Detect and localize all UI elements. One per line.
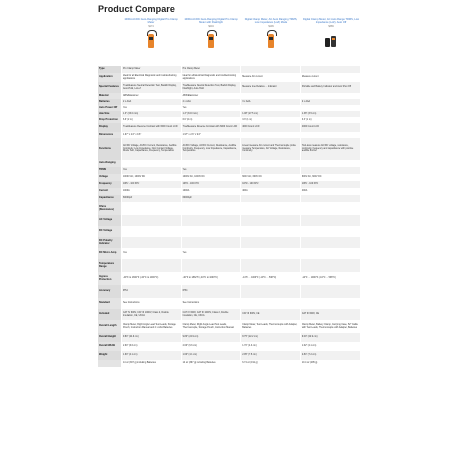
row-label: Functions (98, 138, 122, 160)
table-cell: 9.80" (24.9 cm) (122, 333, 182, 342)
table-cell (300, 215, 360, 226)
table-cell: TrueMeasure Reverse Contrast with 6000 Count LCD (181, 123, 241, 132)
table-cell: Yes (181, 167, 241, 174)
row-label: Display (98, 123, 122, 132)
product-name-link[interactable]: Digital Clamp Meter, AC Auto Range TRMS, Low Impedance (LoZ), Auto Off (302, 18, 360, 25)
table-cell (300, 167, 360, 174)
table-row (98, 66, 360, 73)
table-row (98, 195, 360, 202)
table-cell: 4000 Count LCD (300, 123, 360, 132)
table-cell: 2.84" (7.2 cm) (300, 351, 360, 360)
table-cell: Ideal for all Electrical Diagnostic and troubleshooting applications (122, 73, 182, 82)
table-cell: 10Hz - 100 KHz (241, 181, 301, 188)
table-cell: Measure true Relative ... Indicator (241, 82, 301, 93)
table-cell (300, 259, 360, 272)
table-cell (122, 215, 182, 226)
table-cell (122, 226, 182, 237)
row-label: Overall Length (98, 320, 122, 333)
table-cell (122, 160, 182, 167)
table-cell: Clamp Meter, Right Angle Lead Test Leads, Thermocouple, Storage Pouch, Instruction Manual (181, 320, 241, 333)
table-cell (300, 202, 360, 215)
table-row (98, 181, 360, 188)
row-label: Drop Protection (98, 117, 122, 123)
table-row (98, 188, 360, 195)
table-cell: 6.74 oz (191 g) (241, 360, 301, 367)
table-row (98, 73, 360, 82)
table-cell (181, 215, 241, 226)
table-cell: 1.60" (4.1 cm) (181, 351, 241, 360)
row-label: Material (98, 93, 122, 99)
table-cell: 14 oz (397 g) including Batteries (122, 360, 182, 367)
table-cell: IP54 (181, 285, 241, 298)
row-label: Overall Width (98, 342, 122, 351)
product-price: $174 (148, 25, 154, 29)
table-cell: 600V AC, 600V DC (300, 174, 360, 181)
table-cell: Yes (122, 167, 182, 174)
table-cell (241, 259, 301, 272)
table-row (98, 82, 360, 93)
row-label: Accuracy (98, 285, 122, 298)
table-cell (300, 66, 360, 73)
product-name-link[interactable]: 1000A AC/DC Auto-Ranging Digital Pro Clamp Meter with Flashlight (184, 18, 238, 25)
table-row (98, 333, 360, 342)
table-cell: Yes (181, 105, 241, 111)
table-cell: 1.38" (3.5 cm) (300, 111, 360, 117)
table-cell: 1000V AC, 1000V DC (181, 174, 241, 181)
table-cell: CAT IV 600V, CAT III 1000V, Class 2, Double Insulation, CE, UKCA (181, 309, 241, 320)
product-card[interactable] (122, 17, 180, 63)
table-cell: See Instructions (122, 298, 182, 309)
product-price: $204 (208, 25, 214, 29)
table-cell (181, 202, 241, 215)
table-cell (300, 285, 360, 298)
row-label: Temperature Range (98, 259, 122, 272)
row-label: Overall Height (98, 333, 122, 342)
product-price: $389 (328, 25, 334, 29)
table-cell: 10.4 oz (295 g) (300, 360, 360, 367)
clamp-meter-image[interactable] (265, 30, 277, 52)
table-cell: ABS/Elastomer (122, 93, 182, 99)
table-cell: 8.75" (22.2 cm) (241, 333, 301, 342)
row-label: Dimensions (98, 132, 122, 138)
table-cell (181, 237, 241, 248)
table-cell: -40°F to 1832°F (-40°C to 1000°C) (122, 272, 182, 285)
table-cell (241, 66, 301, 73)
row-label: Weight (98, 351, 122, 360)
table-row (98, 351, 360, 360)
table-cell: Clamp Meter, Right Angle Lead Test Leads, Storage Pouch, Instruction Manual and 2 x AAA Batteries (122, 320, 182, 333)
row-label: Batteries (98, 99, 122, 105)
table-cell: 2 x AAA (122, 99, 182, 105)
table-cell (300, 248, 360, 259)
product-name-link[interactable]: 1000A AC/DC Auto-Ranging Digital Pro Clamp Meter (124, 18, 178, 25)
table-cell: Yes (122, 248, 182, 259)
table-cell: CAT III 600V, CE (241, 309, 301, 320)
table-row (98, 285, 360, 298)
product-header-row (122, 17, 360, 63)
table-cell: 2 x AAA (300, 99, 360, 105)
table-cell: Pro Clamp Meter (181, 66, 241, 73)
row-label: DC Voltage (98, 226, 122, 237)
table-cell: 1.62" (4.1 cm) (300, 342, 360, 351)
table-cell: 1.60" (4.1 cm) (122, 351, 182, 360)
table-cell: 2.60" (6.6 cm) (122, 342, 182, 351)
table-cell (241, 215, 301, 226)
row-label: Voltage (98, 174, 122, 181)
table-row (98, 259, 360, 272)
table-row (98, 215, 360, 226)
table-cell: 3.3' (1 m) (300, 117, 360, 123)
table-cell (122, 237, 182, 248)
table-cell: CAT III 600V, CE (300, 309, 360, 320)
table-cell (181, 259, 241, 272)
row-label: Auto Power Off (98, 105, 122, 111)
table-cell: 1.3" (33.0 mm) (181, 111, 241, 117)
table-cell: 9.00" (22.9 cm) (300, 333, 360, 342)
product-card[interactable] (242, 17, 300, 63)
table-cell: 3.3' (1 m) (241, 117, 301, 123)
table-cell: 2.60" (6.6 cm) (181, 342, 241, 351)
row-label: Capacitance (98, 195, 122, 202)
table-cell (300, 226, 360, 237)
product-name-link[interactable]: Digital Clamp Meter, AC Auto Ranging TRMS, Low Impedance (LoZ) Mode (244, 18, 298, 25)
table-cell: IP54 (122, 285, 182, 298)
row-label: Current (98, 188, 122, 195)
table-cell (122, 202, 182, 215)
table-cell: 1.97" x 2.6" x 9.6" (122, 132, 182, 138)
row-label: DC Micro-Amp (98, 248, 122, 259)
row-label: AC Voltage (98, 215, 122, 226)
table-cell: 10Hz - 100 KHz (181, 181, 241, 188)
table-cell (181, 226, 241, 237)
table-cell: TrueMeasure Reverse Contrast with 6000 Count LCD (122, 123, 182, 132)
table-cell (241, 248, 301, 259)
table-cell: 400A (241, 188, 301, 195)
table-cell: AC/DC Voltage, AC/DC Current, Resistance, Audible Continuity, Frequency, Low Impedance, Capacitance, Temperature (181, 138, 241, 160)
table-cell: Yes (181, 248, 241, 259)
product-card[interactable] (302, 17, 360, 63)
table-cell: 1000V AC, 1000V DC (122, 174, 182, 181)
table-cell: 60000µF (181, 195, 241, 202)
table-cell: Linear measure AC current and Thermocouple probe measure Temperature, AC Voltage, Resistance, Continuity (241, 138, 301, 160)
table-row (98, 342, 360, 351)
page-title: Product Compare (98, 4, 176, 14)
table-cell: 4000 Count LCD (241, 123, 301, 132)
table-cell (300, 298, 360, 309)
table-row (98, 360, 360, 367)
table-cell: CAT IV 600V, CAT III 1000V, Class 2, Double Insulation, CE, UKCA (122, 309, 182, 320)
table-cell (300, 195, 360, 202)
clamp-meter-image[interactable] (145, 30, 157, 52)
table-cell: 6.6' (2 m) (122, 117, 182, 123)
table-cell: 400A (300, 188, 360, 195)
table-cell: Clamp Meter, Battery Clamp, Carrying Case, 52" Cable with Test Leads, Thermocouple with Adapter, Batteries (300, 320, 360, 333)
table-cell: 2 x AAA (181, 99, 241, 105)
product-card[interactable] (182, 17, 240, 63)
table-cell: 1.97" x 2.6" x 9.6" (181, 132, 241, 138)
table-cell (241, 298, 301, 309)
row-label: TRMS (98, 167, 122, 174)
table-cell: TrueMeasure Neutral Detection Test, Backlit Display, Flashlight, Auto-Hold (181, 82, 241, 93)
table-row (98, 298, 360, 309)
row-label: Jaw Size (98, 111, 122, 117)
row-label: Application (98, 73, 122, 82)
table-row (98, 226, 360, 237)
table-cell: Yes (122, 105, 182, 111)
table-cell: -14°F ... 1000°F (-10°C ... 538°C) (300, 272, 360, 285)
row-label: Auto-Ranging (98, 160, 122, 167)
row-label: Frequency (98, 181, 122, 188)
comparison-table (98, 66, 360, 367)
table-row (98, 160, 360, 167)
table-cell (300, 160, 360, 167)
product-price: $199 (268, 25, 274, 29)
table-cell: 1.3" (33.0 mm) (122, 111, 182, 117)
table-cell: 1.08" (27.5 cm) (241, 111, 301, 117)
table-row (98, 123, 360, 132)
table-cell: ABS/Elastomer (181, 93, 241, 99)
table-cell: See Instructions (181, 298, 241, 309)
table-cell (241, 160, 301, 167)
table-cell: Measure current (300, 73, 360, 82)
table-row (98, 248, 360, 259)
table-row (98, 138, 360, 160)
table-cell: 2.95" (7.5 cm) (241, 351, 301, 360)
table-cell (181, 160, 241, 167)
table-cell: Portable and Battery Indicator and Auto Shut Off (300, 82, 360, 93)
table-cell (241, 195, 301, 202)
table-cell: -40°F to 1832°F (-40°C to 1000°C) (181, 272, 241, 285)
table-cell: TrueMeasure Neutral Detection Test, Backlit Display, Auto-Hold, Low Z (122, 82, 182, 93)
table-cell (241, 167, 301, 174)
table-cell (241, 285, 301, 298)
row-label: Type (98, 66, 122, 73)
table-cell: Pro Clamp Meter (122, 66, 182, 73)
table-cell: 1000A (122, 188, 182, 195)
table-cell: 9.80" (24.9 cm) (181, 333, 241, 342)
table-cell (241, 226, 301, 237)
table-row (98, 202, 360, 215)
table-cell: 14 oz (397 g) including Batteries (181, 360, 241, 367)
table-row (98, 174, 360, 181)
table-cell: 1.70" (4.3 cm) (241, 342, 301, 351)
table-cell: 60000µF (122, 195, 182, 202)
row-label: Included (98, 309, 122, 320)
table-cell: -14°F ... 1000°F (-10°C ... 538°C) (241, 272, 301, 285)
table-cell (241, 202, 301, 215)
row-label: Special Features (98, 82, 122, 93)
clamp-meter-kit-image[interactable] (325, 30, 337, 52)
table-row (98, 167, 360, 174)
table-row (98, 320, 360, 333)
table-cell: Tool-less measure AC/DC voltage, resistance, continuity, frequency and capacitance with positive audible buzzer (300, 138, 360, 160)
table-cell: 6.6' (2 m) (181, 117, 241, 123)
table-cell: 10Hz - 100 KHz (122, 181, 182, 188)
table-row (98, 237, 360, 248)
clamp-meter-image[interactable] (205, 30, 217, 52)
table-cell: 1000A (181, 188, 241, 195)
row-label: DC Polarity Indicator (98, 237, 122, 248)
table-cell: Ideal for all Electrical Diagnostic and troubleshooting applications (181, 73, 241, 82)
row-label: Ohms (Resistance) (98, 202, 122, 215)
table-cell (122, 259, 182, 272)
table-cell: AC/DC Voltage, AC/DC Current, Resistance, Audible Continuity, Low Impedance, Non Contact Voltage, Diode Test, Capacitance, Frequency, Temperature (122, 138, 182, 160)
table-cell (300, 237, 360, 248)
table-cell: 600V AC, 600V DC (241, 174, 301, 181)
table-cell: Measure AC current (241, 73, 301, 82)
row-label: Ingress Protection (98, 272, 122, 285)
table-row (98, 272, 360, 285)
table-cell: Clamp Meter, Test Leads, Thermocouple with Adapter, Batteries (241, 320, 301, 333)
table-cell: 3 x AAA (241, 99, 301, 105)
table-cell (241, 237, 301, 248)
table-row (98, 309, 360, 320)
table-cell: 10Hz - 100 KHz (300, 181, 360, 188)
row-label (98, 360, 122, 367)
row-label: Standard (98, 298, 122, 309)
